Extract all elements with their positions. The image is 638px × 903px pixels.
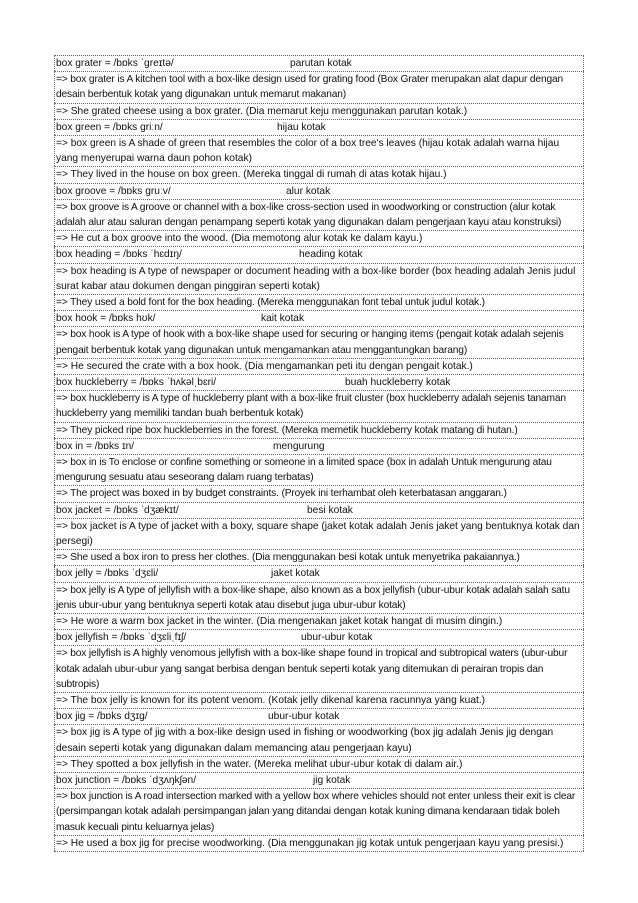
entry-term: box groove = /bɒks ɡruːv/	[56, 185, 171, 197]
entry-translation: alur kotak	[286, 185, 331, 197]
entry-header	[54, 439, 584, 454]
entry-header	[54, 120, 584, 135]
entry-header	[54, 630, 584, 645]
entry-translation: ubur-ubur kotak	[301, 632, 373, 644]
entry-example: => He cut a box groove into the wood. (Dia memotong alur kotak ke dalam kayu.)	[54, 230, 584, 246]
entry-term: box grater = /bɒks ˈɡreɪtə/	[56, 58, 174, 69]
entry-definition: => box jellyfish is A highly venomous jellyfish with a box-like shape found in tropical and subtropical waters (ubur-ubur kotak adalah ubur-ubur yang sangat berbisa dengan bentuk seperti kotak yang ditemukan di perairan tropis dan subtropis)	[54, 645, 584, 692]
entry-header	[54, 311, 584, 326]
entry-example: => He used a box jig for precise woodworking. (Dia menggunakan jig kotak untuk pengerjaan kayu yang presisi.)	[54, 835, 584, 851]
entry-definition: => box jig is A type of jig with a box-like design used in fishing or woodworking (box jig adalah Jenis jig dengan desain seperti kotak yang digunakan dalam memancing atau pengerjaan kayu)	[54, 724, 584, 755]
glossary-entry	[54, 246, 584, 310]
entry-translation: ubur-ubur kotak	[268, 711, 340, 723]
glossary-entry	[54, 183, 584, 247]
entry-term: box jacket = /bɒks ˈdʒækɪt/	[56, 504, 179, 516]
entry-translation: jaket kotak	[271, 568, 320, 580]
entry-example: => He wore a warm box jacket in the winter. (Dia mengenakan jaket kotak hangat di musim dingin.)	[54, 613, 584, 629]
entry-translation: parutan kotak	[290, 58, 352, 69]
entry-example: => He secured the crate with a box hook. (Dia mengamankan peti itu dengan pengait kotak.)	[54, 358, 584, 374]
entry-definition: => box jacket is A type of jacket with a boxy, square shape (jaket kotak adalah Jenis jaket yang bentuknya kotak dan persegi)	[54, 518, 584, 549]
entry-translation: hijau kotak	[277, 121, 326, 133]
entry-header	[54, 375, 584, 390]
glossary-entry	[54, 565, 584, 629]
entry-term: box in = /bɒks ɪn/	[56, 440, 135, 452]
glossary-entry	[54, 310, 584, 374]
entry-definition: => box grater is A kitchen tool with a box-like design used for grating food (Box Grater merupakan alat dapur dengan desain berbentuk kotak yang digunakan untuk memarut makanan)	[54, 71, 584, 102]
glossary-entry	[54, 119, 584, 183]
entry-header	[54, 184, 584, 199]
entry-example: => They spotted a box jellyfish in the water. (Mereka melihat ubur-ubur kotak di dalam air.)	[54, 756, 584, 772]
entry-example: => They picked ripe box huckleberries in the forest. (Mereka memetik huckleberry kotak matang di hutan.)	[54, 422, 584, 438]
entry-example: => She used a box iron to press her clothes. (Dia menggunakan besi kotak untuk menyetrika pakaiannya.)	[54, 549, 584, 565]
entry-term: box heading = /bɒks ˈhɛdɪŋ/	[56, 249, 182, 261]
entry-translation: kait kotak	[261, 313, 305, 325]
entry-translation: mengurung	[273, 440, 325, 452]
entry-translation: besi kotak	[307, 504, 353, 516]
entry-definition: => box jelly is A type of jellyfish with a box-like shape, also known as a box jellyfish (ubur-ubur kotak adalah salah satu jenis ubur-ubur yang bentuknya seperti kotak atau disebut juga ubur-ubur kotak)	[54, 582, 584, 613]
entry-translation: jig kotak	[313, 774, 351, 786]
entry-term: box huckleberry = /bɒks ˈhʌkəlˌbɛri/	[56, 376, 217, 388]
entry-header	[54, 709, 584, 724]
entry-definition: => box huckleberry is A type of huckleberry plant with a box-like fruit cluster (box huckleberry adalah sejenis tanaman huckleberry yang memiliki tandan buah berbentuk kotak)	[54, 390, 584, 421]
entry-example: => They used a bold font for the box heading. (Mereka menggunakan font tebal untuk judul kotak.)	[54, 294, 584, 310]
entry-term: box jellyfish = /bɒks ˈdʒɛliˌfɪʃ/	[56, 632, 187, 644]
glossary-entry	[54, 438, 584, 502]
entry-term: box junction = /bɒks ˈdʒʌŋkʃən/	[56, 774, 197, 786]
entry-translation: buah huckleberry kotak	[345, 376, 451, 388]
entry-definition: => box green is A shade of green that resembles the color of a box tree's leaves (hijau kotak adalah warna hijau yang menyerupai warna daun pohon kotak)	[54, 135, 584, 166]
glossary-entry	[54, 708, 584, 772]
entry-term: box jelly = /bɒks ˈdʒɛli/	[56, 568, 159, 580]
entry-example: => They lived in the house on box green. (Mereka tinggal di rumah di atas kotak hijau.)	[54, 166, 584, 182]
entry-translation: heading kotak	[299, 249, 363, 261]
entry-example: => The box jelly is known for its potent venom. (Kotak jelly dikenal karena racunnya yang kuat.)	[54, 692, 584, 708]
entry-definition: => box junction is A road intersection marked with a yellow box where vehicles should not enter unless their exit is clear (persimpangan kotak adalah persimpangan jalan yang ditandai dengan kotak kuning dimana kendaraan tidak boleh masuk kecuali pintu keluarnya jelas)	[54, 788, 584, 835]
glossary-entry	[54, 629, 584, 708]
entry-term: box hook = /bɒks hʊk/	[56, 313, 156, 325]
entry-header	[54, 566, 584, 581]
entry-term: box jig = /bɒks dʒɪɡ/	[56, 711, 148, 723]
glossary-entry	[54, 772, 584, 852]
entry-header	[54, 56, 584, 71]
entry-header	[54, 503, 584, 518]
entry-definition: => box heading is A type of newspaper or document heading with a box-like border (box heading adalah Jenis judul surat kabar atau dokumen dengan pinggiran seperti kotak)	[54, 263, 584, 294]
entry-definition: => box hook is A type of hook with a box-like shape used for securing or hanging items (pengait kotak adalah sejenis pengait berbentuk kotak yang digunakan untuk mengamankan atau menggantungkan barang)	[54, 326, 584, 357]
glossary-entry	[54, 374, 584, 438]
entry-header	[54, 247, 584, 262]
entry-example: => She grated cheese using a box grater. (Dia memarut keju menggunakan parutan kotak.)	[54, 103, 584, 119]
entry-definition: => box groove is A groove or channel with a box-like cross-section used in woodworking or construction (alur kotak adalah alur atau saluran dengan penampang seperti kotak yang digunakan dalam pengerjaan kayu atau konstruksi)	[54, 199, 584, 230]
glossary-table	[54, 55, 584, 852]
entry-header	[54, 773, 584, 788]
entry-definition: => box in is To enclose or confine something or someone in a limited space (box in adalah Untuk mengurung atau mengurung sesuatu atau seseorang dalam ruang terbatas)	[54, 454, 584, 485]
entry-example: => The project was boxed in by budget constraints. (Proyek ini terhambat oleh keterbatasan anggaran.)	[54, 485, 584, 501]
glossary-entry	[54, 502, 584, 566]
entry-term: box green = /bɒks ɡriːn/	[56, 121, 163, 133]
glossary-entry	[54, 55, 584, 119]
